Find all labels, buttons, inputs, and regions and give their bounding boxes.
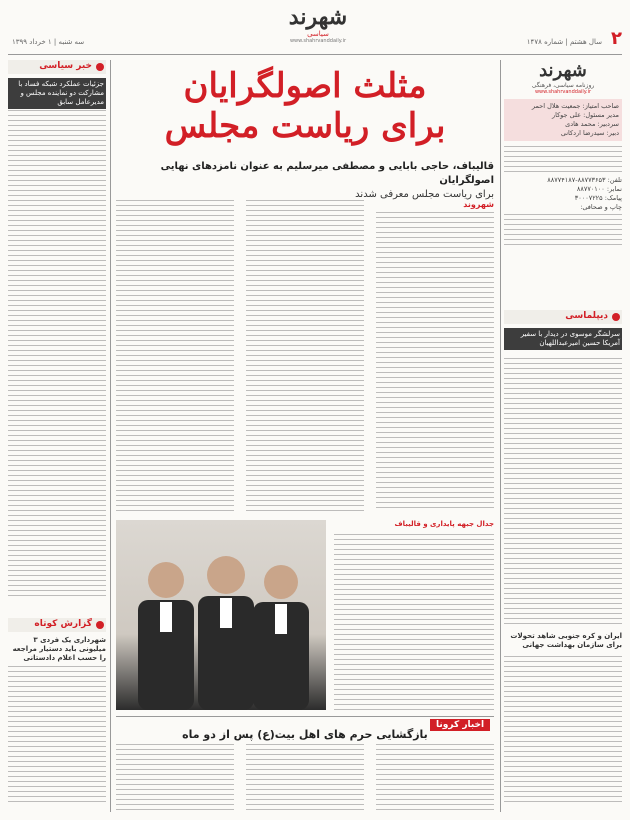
phone-value: ۸۸۷۷۳۶۵۳-۸۸۷۷۴۱۸۷ bbox=[547, 176, 606, 184]
staff-box bbox=[504, 99, 622, 141]
diplomacy-icon bbox=[612, 313, 620, 321]
corona-col-1 bbox=[116, 744, 234, 812]
brief-label: گزارش کوتاه bbox=[34, 619, 92, 629]
masthead-subtitle: روزنامه سیاسی، فرهنگی bbox=[531, 82, 595, 89]
logo-text: شهرند bbox=[288, 4, 348, 30]
story-col-2 bbox=[246, 200, 364, 512]
fax-row bbox=[504, 185, 622, 194]
header-divider bbox=[8, 54, 622, 55]
fax-value: ۸۸۷۷۰۱۰۰ bbox=[576, 185, 605, 193]
masthead-name: شهرند bbox=[539, 60, 587, 81]
story-col-3 bbox=[376, 212, 494, 512]
brief-header bbox=[8, 618, 106, 632]
politics-news-label: خبر سیاسی bbox=[39, 61, 92, 71]
corona-title: بازگشایی حرم های اهل بیت(ع) پس از دو ماه bbox=[182, 728, 428, 741]
diplomacy-title: سرلشگر موسوی در دیدار با سفیر آمریکا حسین امیرعبداللهیان bbox=[504, 328, 622, 350]
sms-value: ۳۰۰۰۷۲۲۵ bbox=[574, 194, 603, 202]
masthead bbox=[504, 60, 622, 296]
story-body bbox=[116, 200, 494, 512]
sms-row bbox=[504, 194, 622, 203]
left-column bbox=[8, 60, 106, 812]
fax-label: نمابر: bbox=[606, 185, 622, 193]
brief-body bbox=[8, 666, 106, 806]
kicker bbox=[116, 160, 494, 200]
story-photo bbox=[116, 520, 326, 710]
page-header bbox=[8, 4, 622, 52]
kicker-line2: برای ریاست مجلس معرفی شدند bbox=[355, 189, 494, 200]
photo-caption: جدال جبهه پایداری و قالیباف bbox=[394, 520, 494, 528]
photo-people-icon bbox=[116, 520, 326, 710]
photo-side-text bbox=[334, 534, 494, 710]
page-number: ۲ bbox=[611, 28, 622, 49]
brief-icon bbox=[96, 621, 104, 629]
press-details bbox=[504, 214, 622, 248]
politics-news-body bbox=[8, 110, 106, 596]
staff-line: مدیر مسئول: علی جوکار bbox=[551, 111, 619, 119]
headline-line2: برای ریاست مجلس bbox=[164, 106, 446, 146]
press-row bbox=[504, 203, 622, 212]
logo-url: www.shahrvanddaily.ir bbox=[289, 38, 347, 44]
logo-tag: سیاسی bbox=[307, 30, 329, 38]
left-divider bbox=[110, 60, 111, 812]
sms-label: پیامک: bbox=[604, 194, 622, 202]
brief-title: شهرداری یک فردی ۳ میلیونی باید دستیار مراجعه را حسب اعلام دادستانی bbox=[12, 636, 106, 662]
corona-body bbox=[116, 744, 494, 812]
diplomacy-body-2 bbox=[504, 656, 622, 806]
section-logo bbox=[278, 4, 358, 48]
address-block bbox=[504, 146, 622, 172]
staff-line: سردبیر: محمد هادی bbox=[565, 120, 619, 128]
diplomacy-label: دیپلماسی bbox=[565, 311, 608, 321]
story-col-1 bbox=[116, 200, 234, 512]
story-lead: شهروند bbox=[463, 200, 494, 209]
headline-line1: مثلث اصولگرایان bbox=[183, 66, 427, 106]
masthead-url: www.shahrvanddaily.ir bbox=[534, 89, 592, 95]
headline bbox=[116, 66, 494, 170]
politics-news-title: جزئیات عملکرد شبکه فساد با مشارکت دو نماینده مجلس و مدیرعامل سابق bbox=[8, 78, 106, 109]
phone-row bbox=[504, 176, 622, 185]
diplomacy-body bbox=[504, 358, 622, 628]
issue-info: سال هشتم | شماره ۱۴۷۸ bbox=[526, 38, 602, 46]
diplomacy-header bbox=[504, 310, 622, 324]
date-text: سه شنبه | ۱ خرداد ۱۳۹۹ bbox=[12, 38, 85, 46]
kicker-line1: قالیباف، حاجی بابایی و مصطفی میرسلیم به عنوان نامزدهای نهایی اصولگرایان bbox=[160, 161, 494, 186]
right-column bbox=[504, 60, 622, 812]
corona-label: اخبار کرونا bbox=[430, 719, 490, 731]
staff-line: صاحب امتیاز: جمعیت هلال احمر bbox=[531, 102, 619, 110]
staff-line: دبیر: سیدرضا اردکانی bbox=[560, 129, 619, 137]
politics-news-header bbox=[8, 60, 106, 74]
diplomacy-subtitle: ایران و کره جنوبی شاهد تحولات برای سازمان بهداشت جهانی bbox=[510, 632, 622, 649]
press-label: چاپ و صحافی: bbox=[580, 203, 622, 211]
corona-col-3 bbox=[376, 744, 494, 812]
right-divider bbox=[500, 60, 501, 812]
politics-news-icon bbox=[96, 63, 104, 71]
phone-label: تلفن: bbox=[607, 176, 622, 184]
corona-col-2 bbox=[246, 744, 364, 812]
